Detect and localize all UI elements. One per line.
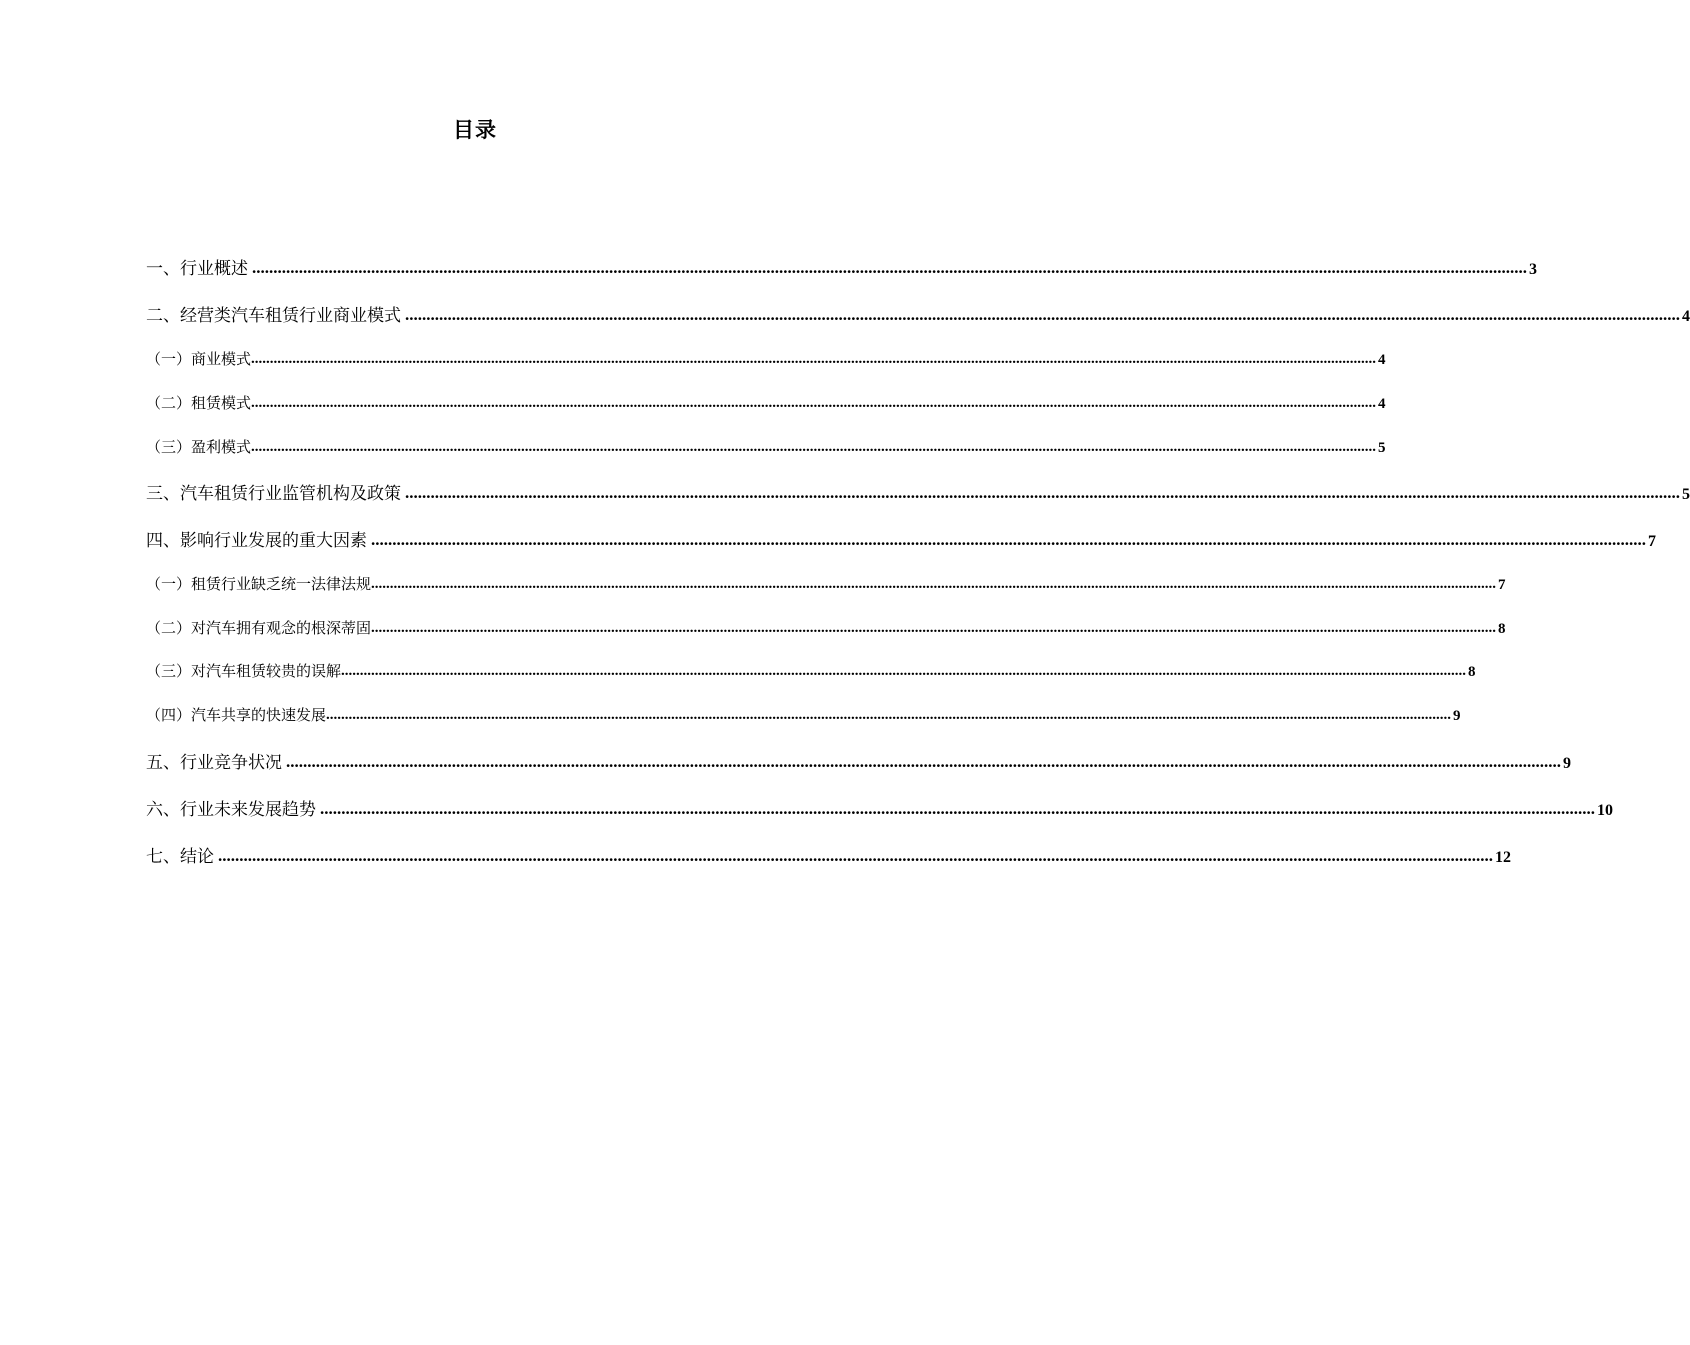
toc-entry[interactable] bbox=[146, 842, 1511, 867]
toc-dot-leader: ............................................................................................................................................................................................................................................................................................................ bbox=[371, 530, 1646, 549]
toc-entry-label: （四）汽车共享的快速发展 bbox=[146, 706, 327, 724]
toc-entry-label: （三）对汽车租赁较贵的误解 bbox=[146, 662, 342, 680]
toc-dot-leader: ............................................................................................................................................................................................................................................................................................................ bbox=[341, 663, 1467, 679]
toc-entry[interactable] bbox=[146, 795, 1613, 820]
toc-entry-label: 二、经营类汽车租赁行业商业模式 bbox=[146, 306, 401, 326]
toc-entry-page: 3 bbox=[1529, 261, 1537, 278]
toc-dot-leader: ............................................................................................................................................................................................................................................................................................................ bbox=[218, 846, 1493, 865]
toc-entry[interactable] bbox=[146, 573, 1506, 595]
toc-dot-leader: ............................................................................................................................................................................................................................................................................................................ bbox=[326, 707, 1452, 723]
toc-entry-page: 4 bbox=[1378, 396, 1386, 412]
toc-entry-label: （一）商业模式 bbox=[146, 350, 252, 368]
toc-dot-leader: ............................................................................................................................................................................................................................................................................................................ bbox=[371, 620, 1497, 636]
toc-entry-page: 7 bbox=[1648, 533, 1656, 550]
toc-dot-leader: ............................................................................................................................................................................................................................................................................................................ bbox=[286, 752, 1561, 771]
toc-dot-leader: ............................................................................................................................................................................................................................................................................................................ bbox=[251, 395, 1377, 411]
toc-entry-label: （二）对汽车拥有观念的根深蒂固 bbox=[146, 619, 372, 637]
toc-entry[interactable] bbox=[146, 660, 1476, 682]
toc-entry[interactable] bbox=[146, 617, 1506, 639]
toc-entry[interactable] bbox=[146, 526, 1656, 551]
toc-dot-leader: ............................................................................................................................................................................................................................................................................................................ bbox=[252, 258, 1527, 277]
toc-entry-label: （一）租赁行业缺乏统一法律法规 bbox=[146, 575, 372, 593]
toc-dot-leader: ............................................................................................................................................................................................................................................................................................................ bbox=[371, 576, 1497, 592]
toc-entry-page: 9 bbox=[1563, 755, 1571, 772]
toc-entry-label: 六、行业未来发展趋势 bbox=[146, 800, 316, 820]
toc-dot-leader: ............................................................................................................................................................................................................................................................................................................ bbox=[251, 351, 1377, 367]
toc-entry-page: 4 bbox=[1378, 352, 1386, 368]
toc-entry-page: 5 bbox=[1378, 440, 1386, 456]
toc-dot-leader: ............................................................................................................................................................................................................................................................................................................ bbox=[251, 439, 1377, 455]
toc-entry-page: 9 bbox=[1453, 708, 1461, 724]
toc-entry[interactable] bbox=[146, 479, 1690, 504]
toc-entry-label: 七、结论 bbox=[146, 847, 214, 867]
toc-entry-page: 8 bbox=[1468, 664, 1476, 680]
toc-entry-page: 4 bbox=[1682, 308, 1690, 325]
toc-dot-leader: ............................................................................................................................................................................................................................................................................................................ bbox=[405, 483, 1680, 502]
toc-entry[interactable] bbox=[146, 301, 1690, 326]
toc-entry-label: 一、行业概述 bbox=[146, 259, 248, 279]
toc-entry-page: 7 bbox=[1498, 577, 1506, 593]
toc-entry-label: 五、行业竞争状况 bbox=[146, 753, 282, 773]
toc-entry[interactable] bbox=[146, 436, 1386, 458]
toc-entry-label: （二）租赁模式 bbox=[146, 394, 252, 412]
toc-entry[interactable] bbox=[146, 748, 1571, 773]
toc-entry-label: 四、影响行业发展的重大因素 bbox=[146, 531, 367, 551]
toc-entry[interactable] bbox=[146, 348, 1386, 370]
toc-entry-label: 三、汽车租赁行业监管机构及政策 bbox=[146, 484, 401, 504]
toc-entry[interactable] bbox=[146, 254, 1537, 279]
toc-dot-leader: ............................................................................................................................................................................................................................................................................................................ bbox=[320, 799, 1595, 818]
toc-entry-page: 8 bbox=[1498, 621, 1506, 637]
toc-entry[interactable] bbox=[146, 392, 1386, 414]
toc-entry-page: 5 bbox=[1682, 486, 1690, 503]
toc-dot-leader: ............................................................................................................................................................................................................................................................................................................ bbox=[405, 305, 1680, 324]
toc-title: 目录 bbox=[453, 118, 497, 142]
toc-entry[interactable] bbox=[146, 704, 1461, 726]
toc-entry-page: 10 bbox=[1597, 802, 1613, 819]
toc-entry-label: （三）盈利模式 bbox=[146, 438, 252, 456]
toc-entry-page: 12 bbox=[1495, 849, 1511, 866]
